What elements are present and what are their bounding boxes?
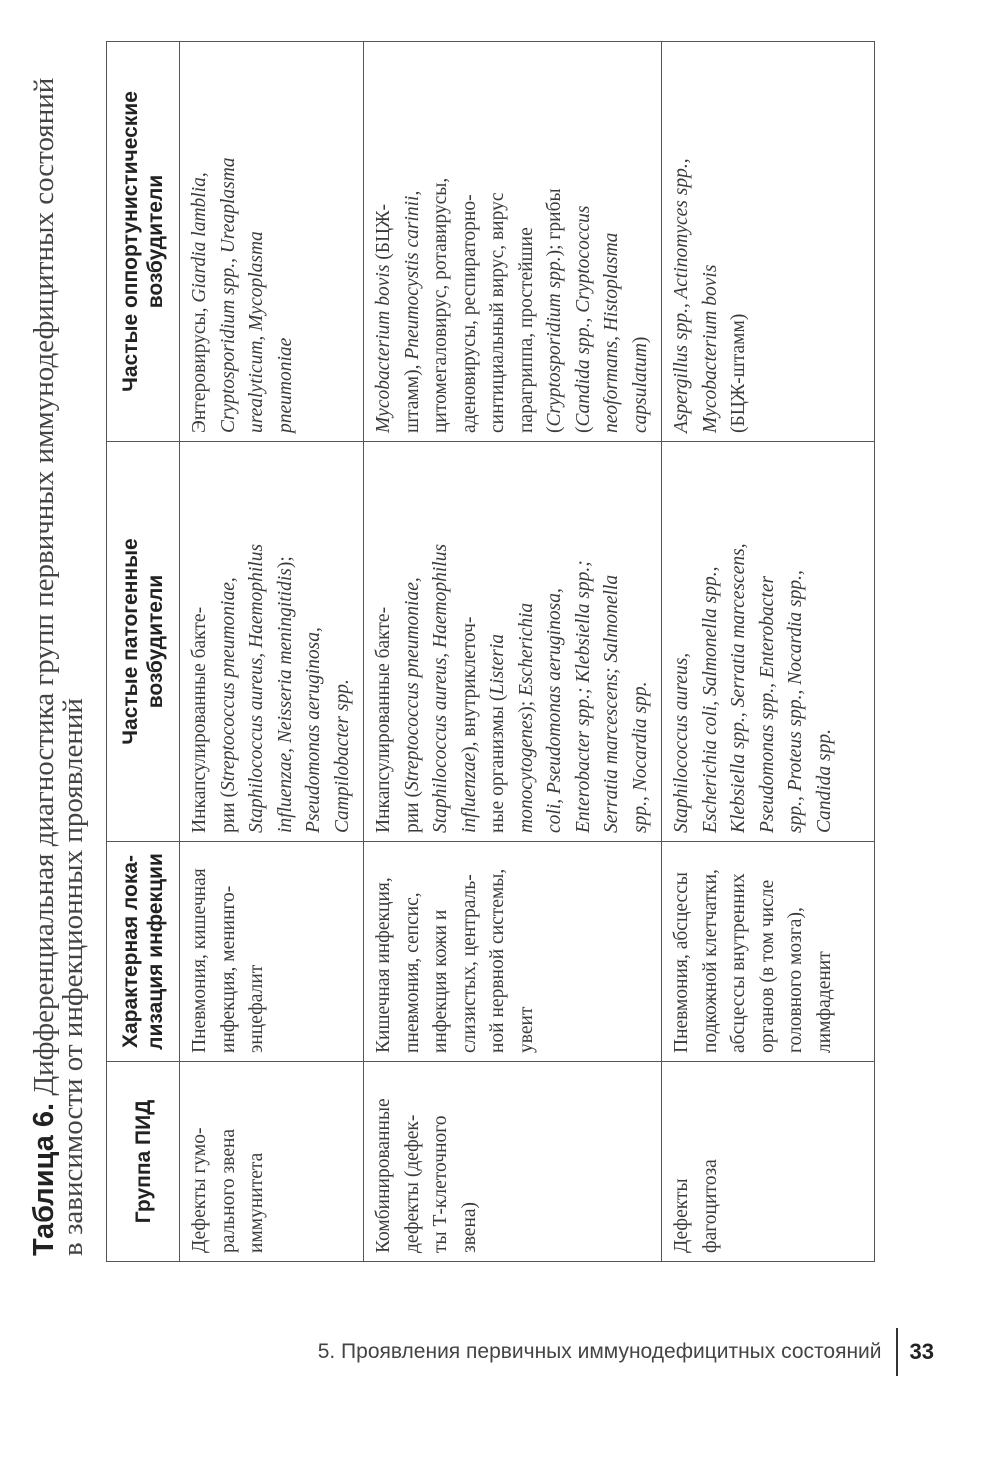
italic-term: Escherichia coli, Pseudomonas aeruginosa, Enterobacter spp.; Klebsiella spp.; Serratia marcescens; Salmonella spp., Nocardia spp.: [515, 560, 651, 833]
table-caption: [30, 32, 92, 1262]
page-footer: [318, 1328, 934, 1376]
italic-term: Staphilococcus aureus, Escherichia coli, Salmonella spp., Klebsiella spp., Serratia marcescens, Pseudomonas spp., Enterobacter spp., Proteus spp., Nocardia spp., Candida spp.: [671, 543, 835, 833]
rotated-page-content: [30, 32, 960, 1262]
table-subtitle: в зависимости от инфекционных проявлений: [57, 698, 89, 1256]
cell-opportunistic: Mycobacterium bovis (БЦЖ- штамм), Pneumocystis carinii, цитомегаловирус, ротавирусы, аденовирусы, респираторно- синтициальный вирус, вирус парагриппа, простейшие (Cryptosporidium spp.); грибы (Candida spp., Cryptococcus neoformans, Histoplasma capsulatum): [364, 42, 662, 442]
cell-pathogens: Инкапсулированные бакте- рии (Streptococcus pneumoniae, Staphilococcus aureus, Haemophilus influenzae), внутриклеточ- ные организмы (Listeria monocytogenes); Escherichia coli, Pseudomonas aeruginosa, Enterobacter spp.; Klebsiella spp.; Serratia marcescens; Salmonella spp., Nocardia spp.: [364, 442, 662, 842]
cell-localization: Кишечная инфекция, пневмония, сепсис, инфекция кожи и слизистых, централь- ной нервной системы, увеит: [364, 842, 662, 1062]
table-row: [180, 42, 364, 1262]
cell-group: Комбинированные дефекты (дефек- ты Т-клеточного звена): [364, 1062, 662, 1262]
header-opportunistic: Частые оппортунистические возбудители: [107, 42, 180, 442]
table-header-row: [107, 42, 180, 1262]
table-row: [662, 42, 875, 1262]
italic-term: Listeria monocytogenes: [487, 633, 537, 833]
italic-term: Cryptosporidium spp.: [544, 256, 565, 427]
table-label: Таблица 6.: [28, 1102, 60, 1256]
cell-group: Дефекты фагоцитоза: [662, 1062, 875, 1262]
pid-table: [106, 41, 875, 1262]
italic-term: Streptococcus pneumoniae, Staphilococcus aureus, Haemophilus influenzae, Neisseria meningitidis: [217, 543, 296, 833]
cell-opportunistic: Aspergillus spp., Actinomyces spp., Mycobacterium bovis (БЦЖ-штамм): [662, 42, 875, 442]
header-group: Группа ПИД: [107, 1062, 180, 1262]
cell-pathogens: Инкапсулированные бакте- рии (Streptococcus pneumoniae, Staphilococcus aureus, Haemophilus influenzae, Neisseria meningitidis); Pseudomonas aeruginosa, Campilobacter spp.: [180, 442, 364, 842]
italic-term: Aspergillus spp., Actinomyces spp., Mycobacterium bovis: [671, 158, 721, 433]
italic-term: Streptococcus pneumoniae, Staphilococcus aureus, Haemophilus influenzae: [401, 543, 480, 833]
header-pathogens: Частые патогенные возбудители: [107, 442, 180, 842]
table-title: Дифференциальная диагностика групп первичных иммунодефицитных состояний: [28, 77, 60, 1103]
table-row: [364, 42, 662, 1262]
page-number: 33: [909, 1339, 934, 1364]
chapter-title: 5. Проявления первичных иммунодефицитных состояний: [317, 1340, 882, 1363]
cell-localization: Пневмония, абсцессы подкожной клетчатки, абсцессы внутренних органов (в том числе головного мозга), лимфаденит: [662, 842, 875, 1062]
italic-term: Candida spp., Cryptococcus neoformans, Histoplasma capsulatum: [572, 205, 651, 433]
italic-term: Pneumocystis carinii,: [401, 190, 423, 360]
cell-group: Дефекты гумо- рального звена иммунитета: [180, 1062, 364, 1262]
footer-divider: [896, 1328, 898, 1376]
italic-term: Pseudomonas aeruginosa, Campilobacter spp.: [303, 627, 353, 833]
cell-localization: Пневмония, кишечная инфекция, менинго- энцефалит: [180, 842, 364, 1062]
header-localization: Характерная лока- лизация инфекции: [107, 842, 180, 1062]
cell-pathogens: [662, 442, 875, 842]
italic-term: Giardia lamblia, Cryptosporidium spp., Ureaplasma urealyticum, Mycoplasma pneumoniae: [189, 157, 296, 433]
italic-term: Mycobacterium bovis: [373, 264, 394, 433]
cell-opportunistic: Энтеровирусы, Giardia lamblia, Cryptosporidium spp., Ureaplasma urealyticum, Mycoplasma pneumoniae: [180, 42, 364, 442]
